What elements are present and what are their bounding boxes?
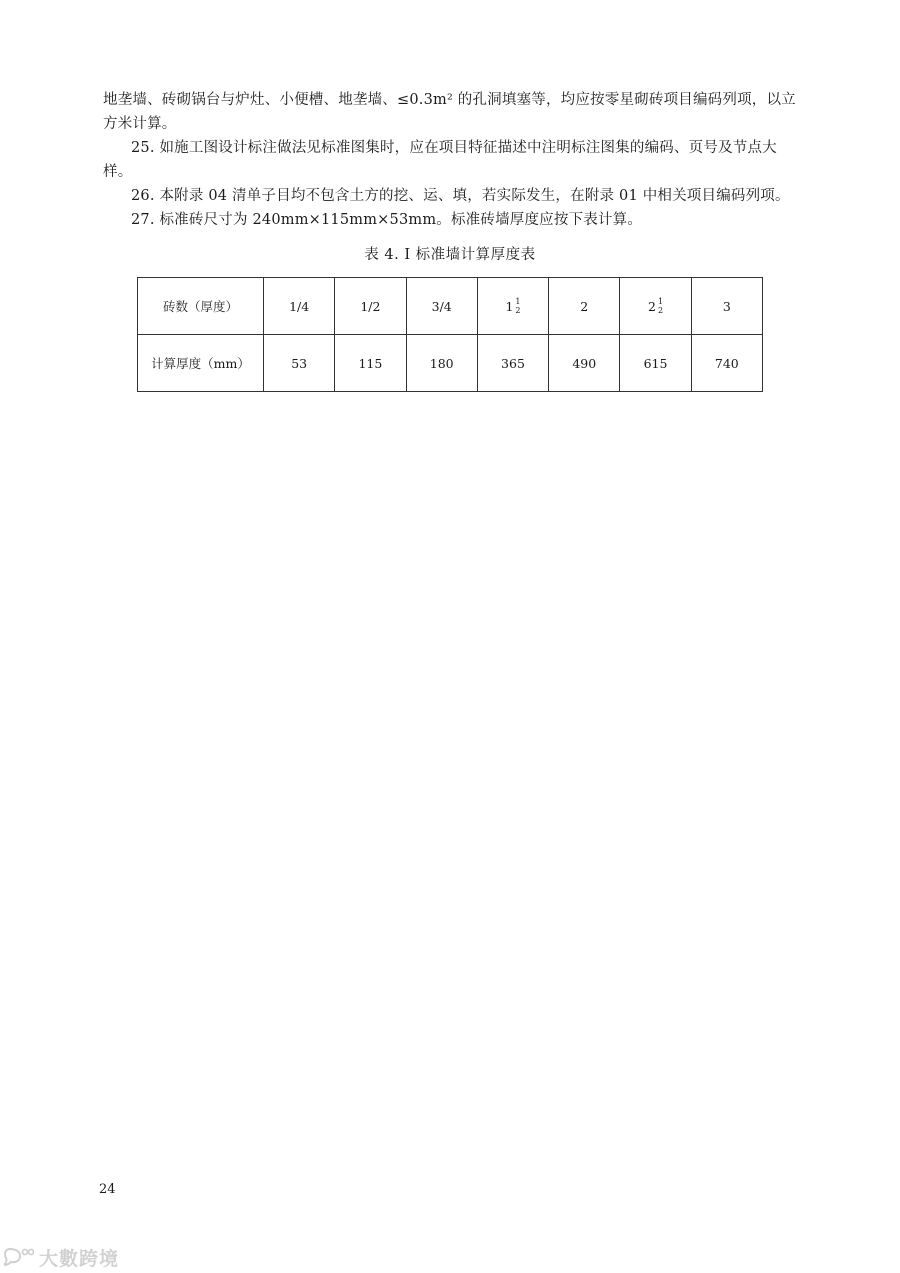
row-header-brick-count: 砖数（厚度） [138, 278, 264, 335]
fraction-numerator: 1 [657, 297, 664, 306]
thickness-cell: 365 [477, 335, 548, 392]
fraction-denominator: 2 [515, 306, 521, 315]
brick-count-value: 1/2 [360, 298, 381, 314]
brick-count-cell [477, 278, 548, 335]
thickness-cell: 115 [335, 335, 406, 392]
brick-count-cell [335, 278, 406, 335]
watermark [4, 1244, 119, 1271]
speech-bubble-logo-icon [4, 1247, 34, 1269]
thickness-cell: 53 [264, 335, 335, 392]
fraction-numerator: 1 [515, 297, 521, 306]
brick-count-cell [620, 278, 691, 335]
brick-count-cell [549, 278, 620, 335]
paragraph-item-25: 25. 如施工图设计标注做法见标准图集时，应在项目特征描述中注明标注图集的编码、页号及节点大样。 [103, 140, 777, 180]
fraction-whole: 1 [505, 298, 514, 314]
paragraph-item-27: 27. 标准砖尺寸为 240mm×115mm×53mm。标准砖墙厚度应按下表计算。 [131, 212, 643, 228]
brick-count-value: 3 [722, 298, 731, 314]
watermark-text: 大數跨境 [39, 1248, 120, 1270]
paragraph-continued: 地垄墙、砖砌锅台与炉灶、小便槽、地垄墙、≤0.3m² 的孔洞填塞等，均应按零星砌砖项目编码列项，以立方米计算。 [103, 92, 796, 132]
brick-count-value: 2 [580, 298, 589, 314]
thickness-cell: 615 [620, 335, 691, 392]
mixed-fraction [648, 297, 663, 315]
brick-count-value: 1/4 [289, 298, 310, 314]
brick-count-cell [264, 278, 335, 335]
fraction-denominator: 2 [657, 306, 664, 315]
thickness-cell: 490 [549, 335, 620, 392]
fraction-whole: 2 [648, 298, 656, 314]
mixed-fraction [505, 297, 520, 315]
row-header-thickness: 计算厚度（mm） [138, 335, 264, 392]
thickness-cell: 180 [406, 335, 477, 392]
table-row-brick-count [138, 278, 763, 335]
brick-count-cell [406, 278, 477, 335]
page-number: 24 [99, 1182, 116, 1197]
table-row-thickness [138, 335, 763, 392]
brick-thickness-table [137, 277, 763, 392]
thickness-cell: 740 [691, 335, 762, 392]
table-caption: 表 4. I 标准墙计算厚度表 [364, 247, 536, 263]
brick-count-cell [691, 278, 762, 335]
paragraph-item-26: 26. 本附录 04 清单子目均不包含土方的挖、运、填，若实际发生，在附录 01 中相关项目编码列项。 [131, 188, 790, 204]
brick-count-value: 3/4 [431, 298, 452, 314]
